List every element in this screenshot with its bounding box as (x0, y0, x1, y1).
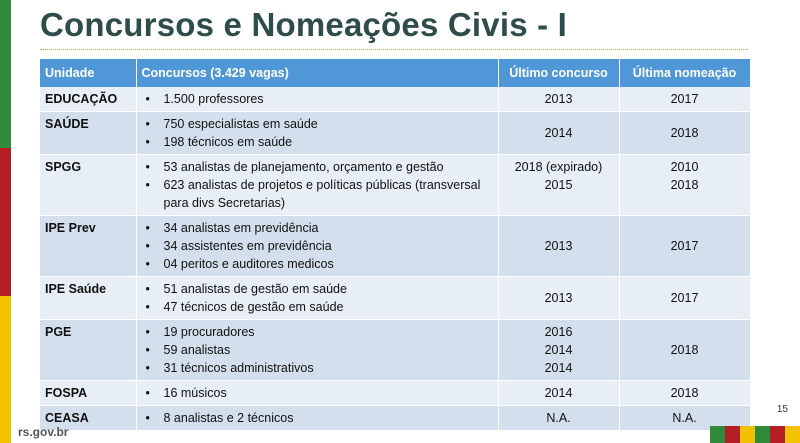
corner-block (755, 426, 770, 443)
list-item: • 198 técnicos em saúde (142, 133, 493, 151)
footer-site: rs.gov.br (18, 425, 69, 439)
last-appointment-cell: 2017 (619, 216, 750, 277)
last-appointment-cell (619, 155, 750, 216)
last-appointment-cell: 2017 (619, 87, 750, 112)
last-contest-cell: 2013 (498, 277, 619, 320)
table-row (40, 320, 750, 381)
contests-cell (136, 216, 498, 277)
header-last-contest: Último concurso (498, 59, 619, 87)
list-item: • 16 músicos (142, 384, 493, 402)
contests-cell (136, 381, 498, 406)
list-item: • 8 analistas e 2 técnicos (142, 409, 493, 427)
table-row (40, 406, 750, 431)
last-appointment-cell: 2018 (619, 112, 750, 155)
list-item: • 53 analistas de planejamento, orçamento e gestão (142, 158, 493, 176)
contests-cell (136, 112, 498, 155)
corner-block (710, 426, 725, 443)
corner-color-blocks (710, 426, 800, 443)
corner-block (740, 426, 755, 443)
list-item: • 750 especialistas em saúde (142, 115, 493, 133)
header-unit: Unidade (40, 59, 136, 87)
slide-title: Concursos e Nomeações Civis - I (40, 6, 568, 43)
list-item: • 59 analistas (142, 341, 493, 359)
contests-cell (136, 320, 498, 381)
table-row (40, 277, 750, 320)
year-value: 2015 (544, 178, 573, 192)
list-item: • 47 técnicos de gestão em saúde (142, 298, 493, 316)
list-item: • 34 assistentes em previdência (142, 237, 493, 255)
year-value: 2018 (670, 178, 699, 192)
corner-block (770, 426, 785, 443)
header-contests: Concursos (3.429 vagas) (136, 59, 498, 87)
year-value: 2014 (544, 343, 573, 357)
stripe-red (0, 148, 11, 296)
unit-cell: PGE (40, 320, 136, 381)
unit-cell: SAÚDE (40, 112, 136, 155)
table-row (40, 216, 750, 277)
unit-cell: IPE Saúde (40, 277, 136, 320)
list-item: • 31 técnicos administrativos (142, 359, 493, 377)
contests-cell (136, 277, 498, 320)
corner-block (785, 426, 800, 443)
last-contest-cell: 2014 (498, 112, 619, 155)
title-divider (40, 49, 748, 50)
unit-cell: SPGG (40, 155, 136, 216)
last-appointment-cell: 2018 (619, 381, 750, 406)
unit-cell: FOSPA (40, 381, 136, 406)
table-row (40, 87, 750, 112)
year-value: 2018 (expirado) (514, 160, 603, 174)
year-value: 2010 (670, 160, 699, 174)
list-item: • 623 analistas de projetos e políticas públicas (transversal para divs Secretarias) (142, 176, 493, 212)
list-item: • 34 analistas em previdência (142, 219, 493, 237)
last-contest-cell: 2013 (498, 216, 619, 277)
table-row (40, 155, 750, 216)
unit-cell: EDUCAÇÃO (40, 87, 136, 112)
last-appointment-cell: N.A. (619, 406, 750, 431)
stripe-green (0, 0, 11, 148)
last-contest-cell: 2014 (498, 381, 619, 406)
last-contest-cell (498, 320, 619, 381)
contests-table (40, 59, 751, 431)
unit-cell: IPE Prev (40, 216, 136, 277)
header-last-appointment: Última nomeação (619, 59, 750, 87)
last-appointment-cell: 2017 (619, 277, 750, 320)
contests-cell (136, 406, 498, 431)
last-appointment-cell: 2018 (619, 320, 750, 381)
list-item: • 04 peritos e auditores medicos (142, 255, 493, 273)
unit-cell: CEASA (40, 406, 136, 431)
last-contest-cell: N.A. (498, 406, 619, 431)
table-row (40, 112, 750, 155)
list-item: • 51 analistas de gestão em saúde (142, 280, 493, 298)
list-item: • 19 procuradores (142, 323, 493, 341)
table-row (40, 381, 750, 406)
year-value: 2014 (544, 361, 573, 375)
page-number: 15 (776, 404, 788, 415)
last-contest-cell: 2013 (498, 87, 619, 112)
table-header-row (40, 59, 750, 87)
year-value: 2016 (544, 325, 573, 339)
contests-cell (136, 155, 498, 216)
corner-block (725, 426, 740, 443)
contests-cell (136, 87, 498, 112)
last-contest-cell (498, 155, 619, 216)
stripe-yellow (0, 296, 11, 443)
list-item: • 1.500 professores (142, 90, 493, 108)
